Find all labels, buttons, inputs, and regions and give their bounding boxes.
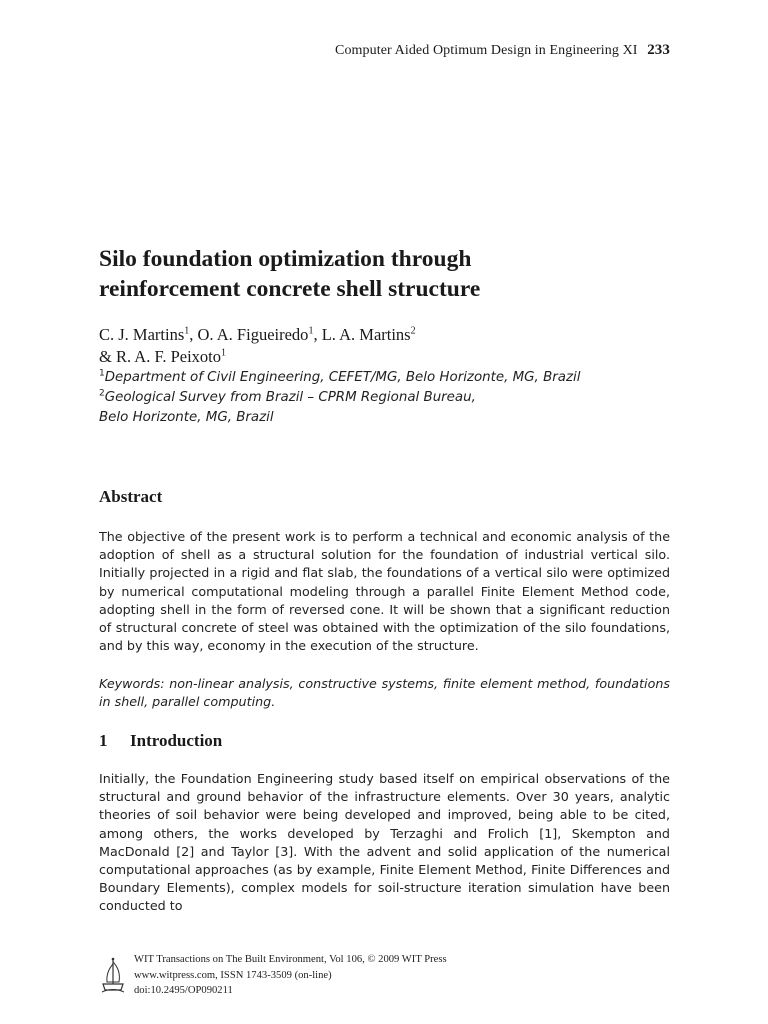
affiliation-1 [99,368,679,388]
wit-press-logo-icon [99,954,127,994]
section-number: 1 [99,731,108,750]
author-name: C. J. Martins [99,325,185,344]
introduction-text: Initially, the Foundation Engineering study based itself on empirical observations of the structural and ground behavior of the infrastructure elements. Over 30 years, analytic theories of soil behavior were being developed and improved, being able to be cited, among others, the works developed by Terzaghi and Frolich [1], Skempton and MacDonald [2] and Taylor [3]. With the advent and solid application of the numerical computational approaches (as by example, Finite Element Method, Finite Differences and Boundary Elements), complex models for soil-structure iteration simulation have been conducted to [99,771,670,914]
section-title: Introduction [130,731,223,750]
affiliation-2 [99,388,679,428]
affiliation-sup: 1 [99,368,105,379]
author-affil-sup: 2 [410,325,416,337]
affiliation-text: Geological Survey from Brazil – CPRM Regional Bureau, [104,390,476,405]
title-line-1: Silo foundation optimization through [99,246,472,272]
author-affil-sup: 1 [184,325,190,337]
affiliation-text: Department of Civil Engineering, CEFET/MG, Belo Horizonte, MG, Brazil [104,370,581,385]
title-line-2: reinforcement concrete shell structure [99,276,481,302]
page-number: 233 [647,42,670,58]
keywords: Keywords: non-linear analysis, constructive systems, finite element method, foundations in shell, parallel computing. [99,676,670,710]
running-head [335,42,670,59]
footer-line: www.witpress.com, ISSN 1743-3509 (on-line) [134,969,332,981]
abstract-text: The objective of the present work is to perform a technical and economic analysis of the adoption of shell as a structural solution for the foundation of industrial vertical silo. Initially projected in a rigid and flat slab, the foundations of a vertical silo were optimized by numerical computational modeling through a parallel Finite Element Method code, adopting shell in the form of reversed cone. It will be shown that a significant reduction of structural concrete of steel was obtained with the optimization of the silo foundations, and by this way, economy in the execution of the structure. [99,529,670,654]
abstract-heading: Abstract [99,487,163,506]
affiliation-text: Belo Horizonte, MG, Brazil [99,410,274,425]
author-affil-sup: 1 [221,347,226,359]
page-footer [99,952,579,999]
affiliation-sup: 2 [99,388,105,399]
author-affil-sup: 1 [308,325,314,337]
affiliations [99,368,679,428]
author-name: & R. A. F. Peixoto [99,347,221,366]
footer-text [134,952,447,999]
introduction-heading [99,731,222,751]
footer-line: doi:10.2495/OP090211 [134,985,233,996]
footer-line: WIT Transactions on The Built Environment, Vol 106, © 2009 WIT Press [134,954,447,965]
author-list: C. J. Martins$^1$, O. A. Figueiredo$^1$, L. A. Martins$^2$ & R. A. F. Peixoto$^1$ [99,325,416,366]
author-name: L. A. Martins [321,325,411,344]
journal-title: Computer Aided Optimum Design in Engineering XI [335,43,638,58]
author-name: O. A. Figueiredo [197,325,309,344]
paper-title [99,244,679,304]
